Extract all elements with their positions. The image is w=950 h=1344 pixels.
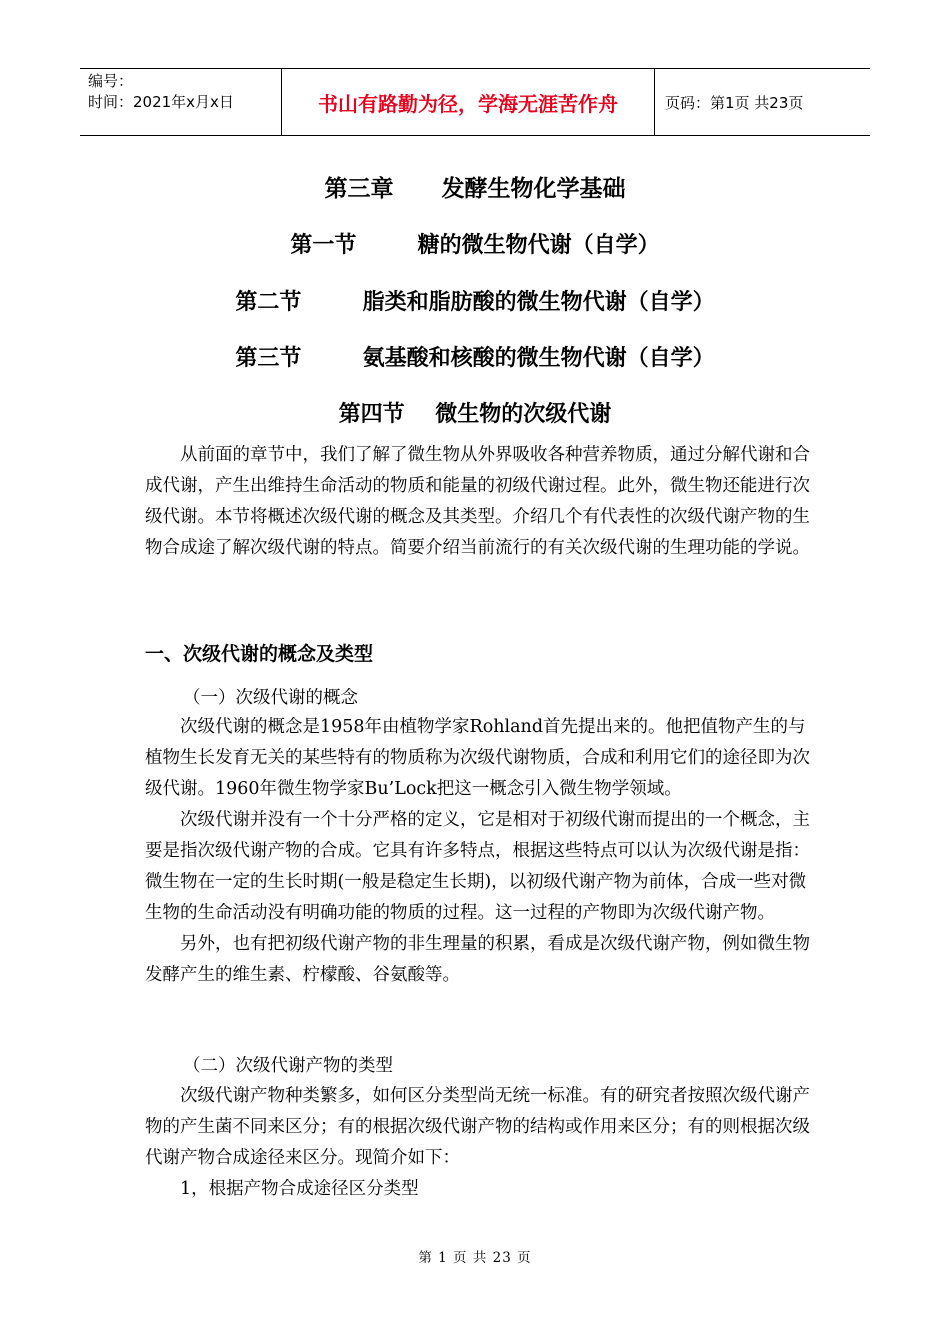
subsection-1-body bbox=[145, 712, 810, 991]
header-page-info: 页码：第1页 共23页 bbox=[665, 93, 804, 112]
subsection-2-body bbox=[145, 1081, 810, 1205]
intro-block bbox=[145, 440, 810, 564]
list-item: 1，根据产物合成途径区分类型 bbox=[180, 1179, 419, 1199]
header-table bbox=[80, 68, 870, 136]
section-3-title: 第三节 氨基酸和核酸的微生物代谢（自学） bbox=[235, 346, 715, 371]
chapter-title: 第三章 发酵生物化学基础 bbox=[324, 176, 626, 202]
part-1-title: 一、次级代谢的概念及类型 bbox=[145, 643, 374, 665]
subsection-2-title: （二）次级代谢产物的类型 bbox=[183, 1056, 393, 1076]
subsection-1-title: （一）次级代谢的概念 bbox=[183, 688, 358, 708]
paragraph: 次级代谢的概念是1958年由植物学家Rohland首先提出来的。他把值物产生的与植物生长发育无关的某些特有的物质称为次级代谢物质，合成和利用它们的途径即为次级代谢。1960年微生物学家Bu’Lock把这一概念引入微生物学领域。 bbox=[145, 717, 810, 799]
section-4-title: 第四节 微生物的次级代谢 bbox=[338, 402, 612, 427]
intro-paragraph: 从前面的章节中，我们了解了微生物从外界吸收各种营养物质，通过分解代谢和合成代谢，产生出维持生命活动的物质和能量的初级代谢过程。此外，微生物还能进行次级代谢。本节将概述次级代谢的概念及其类型。介绍几个有代表性的次级代谢产物的生物合成途了解次级代谢的特点。简要介绍当前流行的有关次级代谢的生理功能的学说。 bbox=[145, 445, 810, 558]
paragraph: 次级代谢并没有一个十分严格的定义，它是相对于初级代谢而提出的一个概念，主要是指次级代谢产物的合成。它具有许多特点，根据这些特点可以认为次级代谢是指：微生物在一定的生长时期(一般是稳定生长期)，以初级代谢产物为前体，合成一些对微生物的生命活动没有明确功能的物质的过程。这一过程的产物即为次级代谢产物。 bbox=[145, 810, 810, 923]
section-1-title: 第一节 糖的微生物代谢（自学） bbox=[290, 233, 660, 258]
header-motto: 书山有路勤为径，学海无涯苦作舟 bbox=[282, 69, 655, 135]
document-number-label: 编号： bbox=[88, 72, 134, 90]
paragraph: 另外，也有把初级代谢产物的非生理量的积累，看成是次级代谢产物，例如微生物发酵产生的维生素、柠檬酸、谷氨酸等。 bbox=[145, 934, 810, 985]
section-2-title: 第二节 脂类和脂肪酸的微生物代谢（自学） bbox=[235, 290, 715, 315]
page-footer: 第 1 页 共 23 页 bbox=[418, 1250, 532, 1266]
paragraph: 次级代谢产物种类繁多，如何区分类型尚无统一标准。有的研究者按照次级代谢产物的产生菌不同来区分；有的根据次级代谢产物的结构或作用来区分；有的则根据次级代谢产物合成途径来区分。现简介如下： bbox=[145, 1086, 810, 1168]
document-date-label: 时间：2021年x月x日 bbox=[88, 93, 234, 111]
header-meta-cell bbox=[80, 69, 282, 135]
